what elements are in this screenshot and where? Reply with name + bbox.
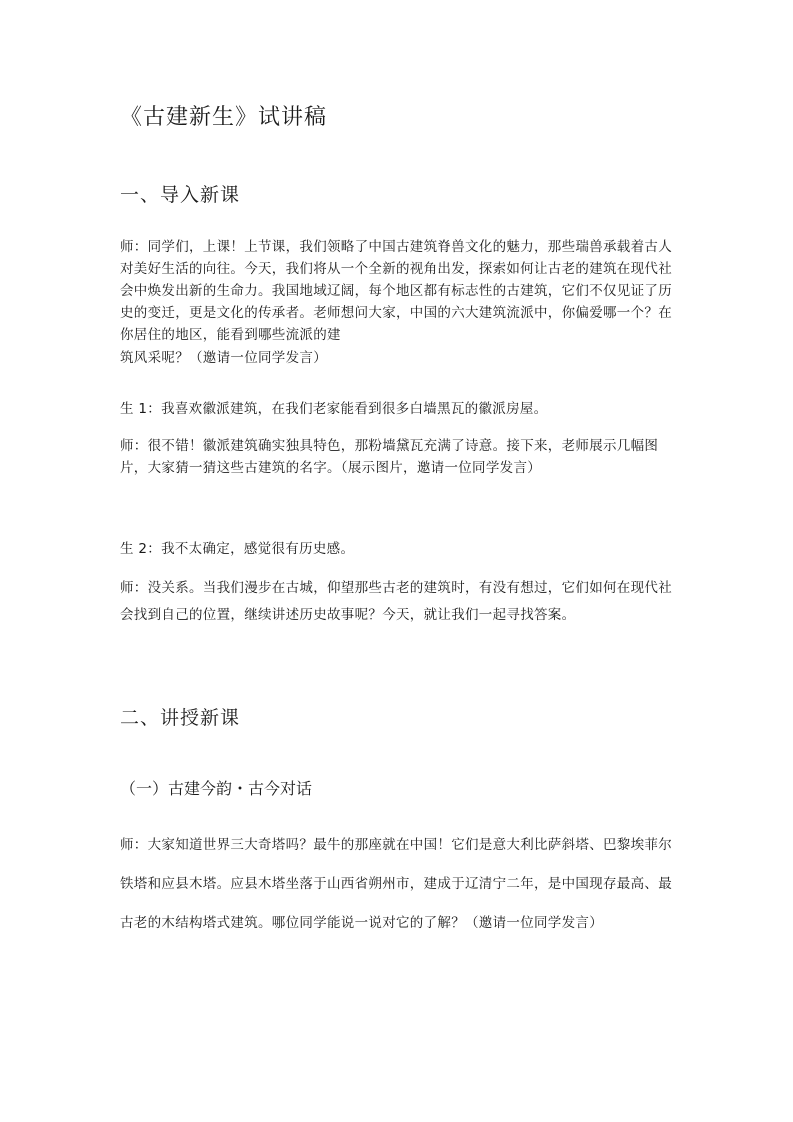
- student-2-answer: 生 2：我不太确定，感觉很有历史感。: [120, 541, 355, 557]
- section-heading-intro: 一、导入新课: [120, 184, 241, 206]
- teacher-reply-1: 师：很不错！徽派建筑确实独具特色，那粉墙黛瓦充满了诗意。接下来，老师展示几幅图片，大家猜一猜这些古建筑的名字。（展示图片，邀请一位同学发言）: [120, 438, 659, 476]
- teacher-paragraph-yingxian-pagoda: 师：大家知道世界三大奇塔吗？最牛的那座就在中国！它们是意大利比萨斜塔、巴黎埃菲尔铁塔和应县木塔。应县木塔坐落于山西省朔州市，建成于辽清宁二年，是中国现存最高、最古老的木结构塔式建筑。哪位同学能说一说对它的了解？（邀请一位同学发言）: [120, 837, 672, 931]
- document-title: 《古建新生》试讲稿: [120, 105, 328, 130]
- student-1-answer: 生 1：我喜欢徽派建筑，在我们老家能看到很多白墙黑瓦的徽派房屋。: [120, 401, 548, 417]
- teacher-intro-paragraph-end: 筑风采呢？（邀请一位同学发言）: [120, 350, 327, 366]
- subsection-heading-ancient-modern: （一）古建今韵・古今对话: [120, 779, 313, 798]
- section-heading-new-lesson: 二、讲授新课: [120, 707, 241, 729]
- teacher-reply-2: 师：没关系。当我们漫步在古城，仰望那些古老的建筑时，有没有想过，它们如何在现代社会找到自己的位置，继续讲述历史故事呢？今天，就让我们一起寻找答案。: [120, 580, 672, 623]
- teacher-intro-paragraph: 师：同学们，上课！上节课，我们领略了中国古建筑脊兽文化的魅力，那些瑞兽承载着古人对美好生活的向往。今天，我们将从一个全新的视角出发，探索如何让古老的建筑在现代社会中焕发出新的生命力。我国地域辽阔，每个地区都有标志性的古建筑，它们不仅见证了历史的变迁，更是文化的传承者。老师想问大家，中国的六大建筑流派中，你偏爱哪一个？在你居住的地区，能看到哪些流派的建: [120, 239, 672, 343]
